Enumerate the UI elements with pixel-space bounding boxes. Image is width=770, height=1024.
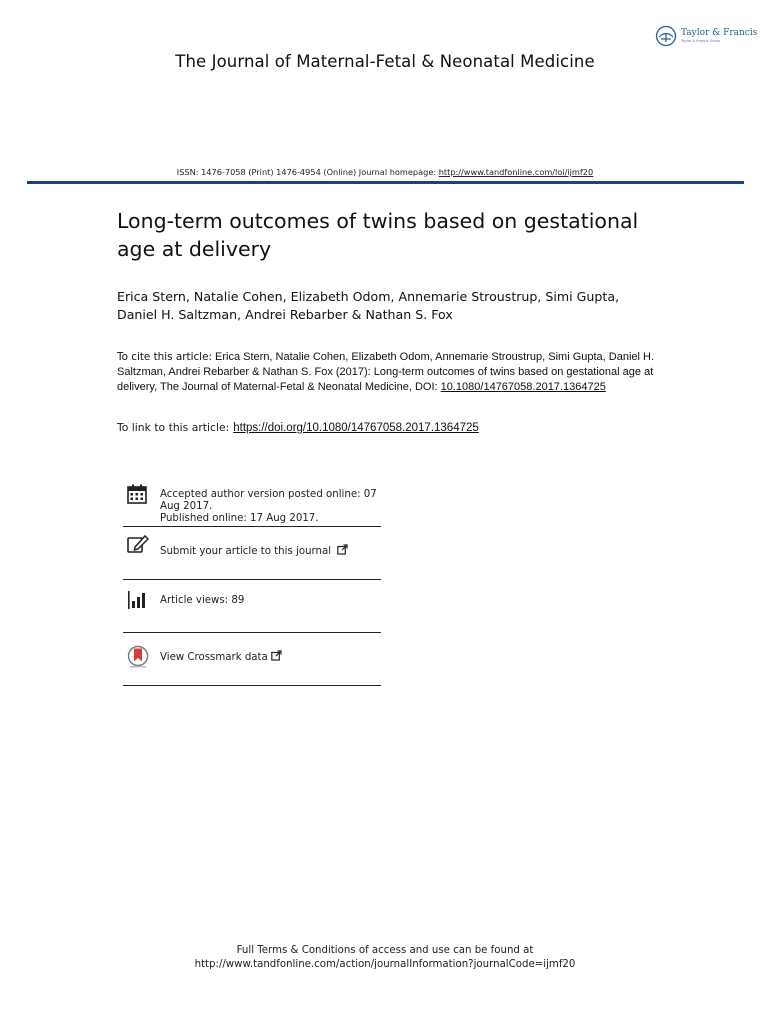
crossmark-label: View Crossmark data	[160, 652, 268, 663]
article-views-row	[123, 580, 381, 633]
calendar-icon	[127, 484, 147, 508]
accepted-date: Accepted author version posted online: 07 Aug 2017.	[160, 489, 377, 512]
article-authors: Erica Stern, Natalie Cohen, Elizabeth Odom, Annemarie Stroustrup, Simi Gupta, Daniel H. Saltzman, Andrei Rebarber & Nathan S. Fox	[117, 289, 620, 322]
link-label: To link to this article:	[117, 421, 230, 434]
terms-text: Full Terms & Conditions of access and use can be found at	[236, 945, 534, 956]
external-link-icon	[337, 544, 348, 555]
article-views: Article views: 89	[160, 595, 245, 606]
issn-text: ISSN: 1476-7058 (Print) 1476-4954 (Online) Journal homepage:	[176, 167, 439, 177]
external-link-icon	[271, 650, 282, 661]
taylor-francis-logo-icon	[655, 25, 677, 47]
crossmark-link[interactable]	[160, 633, 381, 664]
submit-article-row[interactable]	[123, 527, 381, 580]
edit-icon	[127, 534, 149, 558]
issn-line	[0, 167, 770, 177]
published-date: Published online: 17 Aug 2017.	[160, 513, 319, 524]
journal-title: The Journal of Maternal-Fetal & Neonatal Medicine	[175, 52, 595, 71]
terms-footer	[0, 944, 770, 972]
header-divider	[27, 181, 744, 184]
publisher-wordmark	[681, 29, 757, 44]
article-link-block	[117, 420, 677, 436]
publication-dates	[160, 480, 381, 525]
submit-article-label: Submit your article to this journal	[160, 546, 332, 557]
citation-block	[117, 350, 662, 395]
bar-chart-icon	[127, 591, 149, 613]
article-doi-link[interactable]: https://doi.org/10.1080/14767058.2017.1364725	[233, 422, 479, 434]
terms-link[interactable]: http://www.tandfonline.com/action/journalInformation?journalCode=ijmf20	[194, 959, 576, 970]
citation-text: Erica Stern, Natalie Cohen, Elizabeth Odom, Annemarie Stroustrup, Simi Gupta, Daniel H. Saltzman, Andrei Rebarber & Nathan S. Fox (2017): Long-term outcomes of twins based on gestational age at delivery, The Journal of Maternal-Fetal & Neonatal Medicine, DOI:	[117, 351, 655, 393]
citation-label: To cite this article:	[117, 351, 212, 363]
submit-article-link[interactable]	[160, 527, 381, 558]
article-title: Long-term outcomes of twins based on gestational age at delivery	[117, 209, 639, 261]
journal-homepage-link[interactable]: http://www.tandfonline.com/loi/ijmf20	[438, 167, 594, 177]
publisher-group: Taylor & Francis Group	[681, 38, 721, 43]
article-metadata-panel	[123, 480, 381, 686]
publisher-name: Taylor & Francis	[681, 27, 758, 38]
publication-dates-row	[123, 480, 381, 527]
publisher-logo	[655, 24, 758, 48]
crossmark-row[interactable]	[123, 633, 381, 686]
crossmark-icon	[127, 645, 149, 673]
citation-doi-link[interactable]: 10.1080/14767058.2017.1364725	[440, 381, 606, 393]
